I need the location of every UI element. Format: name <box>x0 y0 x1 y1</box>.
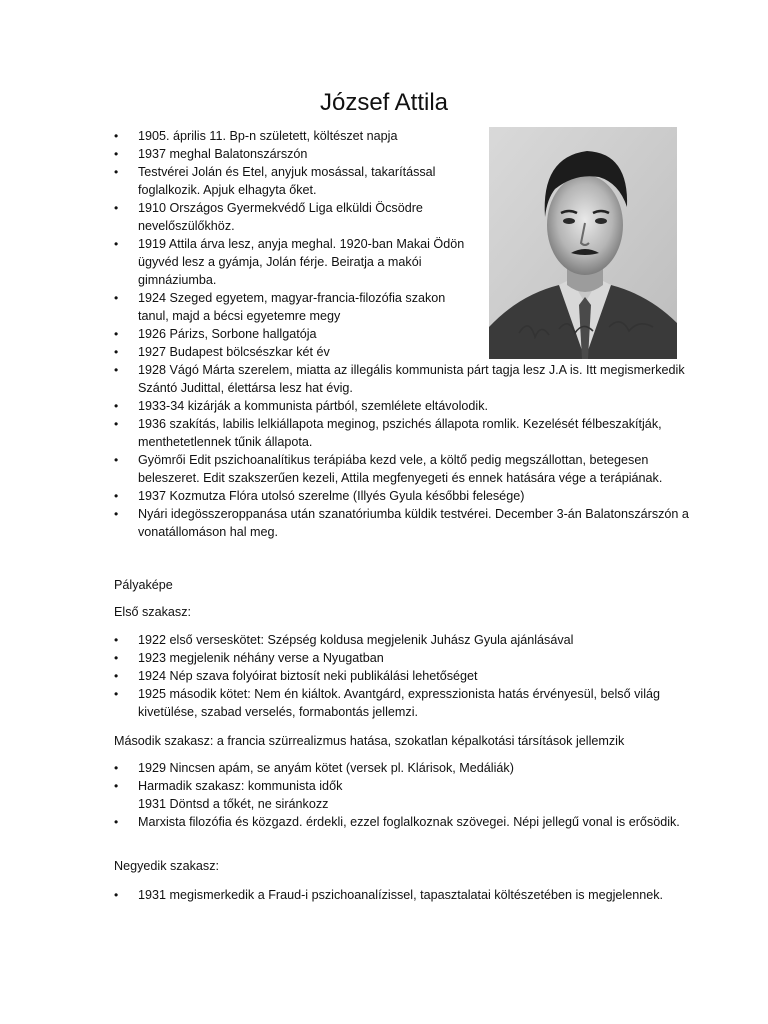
bullet-icon: • <box>114 761 119 775</box>
list-item-text: 1924 Nép szava folyóirat biztosít neki publikálási lehetőséget <box>138 669 478 683</box>
list-item <box>0 145 698 163</box>
bullet-icon: • <box>114 363 119 377</box>
stage1-list <box>0 631 698 721</box>
bullet-icon: • <box>114 237 119 251</box>
list-item-text: 1927 Budapest bölcsészkar két év <box>138 345 330 359</box>
list-item <box>0 667 698 685</box>
list-item <box>0 289 698 325</box>
list-item <box>0 343 698 361</box>
bullet-icon: • <box>114 507 119 521</box>
stage2-heading: Második szakasz: a francia szürrealizmus hatása, szokatlan képalkotási társítások jellemzik <box>114 734 625 748</box>
list-item <box>0 631 698 649</box>
list-item <box>0 415 698 451</box>
bullet-icon: • <box>114 779 119 793</box>
list-item-text: 1925 második kötet: Nem én kiáltok. Avantgárd, expresszionista hatás érvényesül, belső világ kivetülése, szabad verselés, formabontás jellemzi. <box>138 687 660 719</box>
stage2-list <box>0 759 698 831</box>
list-item-text: 1937 Kozmutza Flóra utolsó szerelme (Illyés Gyula későbbi felesége) <box>138 489 525 503</box>
bullet-icon: • <box>114 147 119 161</box>
list-item <box>0 199 698 235</box>
list-item-subtext: 1931 Döntsd a tőkét, ne siránkozz <box>138 797 329 811</box>
bullet-icon: • <box>114 489 119 503</box>
list-item-text: 1929 Nincsen apám, se anyám kötet (versek pl. Klárisok, Medáliák) <box>138 761 514 775</box>
list-item-text: 1926 Párizs, Sorbone hallgatója <box>138 327 317 341</box>
list-item-text: 1923 megjelenik néhány verse a Nyugatban <box>138 651 384 665</box>
list-item <box>0 451 698 487</box>
bullet-icon: • <box>114 888 119 902</box>
list-item-text: 1924 Szeged egyetem, magyar-francia-filozófia szakon tanul, majd a bécsi egyetemre megy <box>138 291 446 323</box>
list-item <box>0 397 698 415</box>
bullet-icon: • <box>114 651 119 665</box>
bullet-icon: • <box>114 399 119 413</box>
list-item-text: 1919 Attila árva lesz, anyja meghal. 1920-ban Makai Ödön ügyvéd lesz a gyámja, Jolán férje. Beiratja a makói gimnáziumba. <box>138 237 465 287</box>
list-item-text: 1937 meghal Balatonszárszón <box>138 147 308 161</box>
list-item <box>0 886 698 904</box>
bullet-icon: • <box>114 417 119 431</box>
biography-list <box>0 127 698 541</box>
bullet-icon: • <box>114 345 119 359</box>
bullet-icon: • <box>114 129 119 143</box>
bullet-icon: • <box>114 453 119 467</box>
list-item <box>0 649 698 667</box>
stage4-list <box>0 886 698 904</box>
list-item <box>0 325 698 343</box>
list-item <box>0 127 698 145</box>
bullet-icon: • <box>114 201 119 215</box>
list-item-text: Harmadik szakasz: kommunista idők <box>138 779 343 793</box>
list-item <box>0 235 698 289</box>
bullet-icon: • <box>114 687 119 701</box>
bullet-icon: • <box>114 327 119 341</box>
list-item <box>0 361 698 397</box>
list-item-text: 1910 Országos Gyermekvédő Liga elküldi Öcsödre nevelőszülőkhöz. <box>138 201 423 233</box>
bullet-icon: • <box>114 815 119 829</box>
bullet-icon: • <box>114 633 119 647</box>
stage4-heading: Negyedik szakasz: <box>114 859 219 873</box>
list-item-text: Gyömrői Edit pszichoanalítikus terápiába kezd vele, a költő pedig megszállottan, betegesen beleszeret. Edit szakszerűen kezeli, Attila megfenyegeti és ennek hatására vége a terápiának. <box>138 453 663 485</box>
career-heading: Pályaképe <box>114 578 173 592</box>
list-item <box>0 813 698 831</box>
list-item-text: 1933-34 kizárják a kommunista pártból, szemlélete eltávolodik. <box>138 399 488 413</box>
list-item <box>0 163 698 199</box>
list-item-text: Testvérei Jolán és Etel, anyjuk mosással, takarítással foglalkozik. Apjuk elhagyta őket. <box>138 165 436 197</box>
bullet-icon: • <box>114 669 119 683</box>
stage1-heading: Első szakasz: <box>114 605 191 619</box>
list-item-text: 1931 megismerkedik a Fraud-i pszichoanalízissel, tapasztalatai költészetében is megjelennek. <box>138 888 664 902</box>
list-item <box>0 685 698 721</box>
bullet-icon: • <box>114 291 119 305</box>
list-item-text: 1928 Vágó Márta szerelem, miatta az illegális kommunista párt tagja lesz J.A is. Itt megismerkedik Szántó Judittal, élettársa lesz hat évig. <box>138 363 685 395</box>
list-item-text: Marxista filozófia és közgazd. érdekli, ezzel foglalkoznak szövegei. Népi jellegű vonal is erősödik. <box>138 815 680 829</box>
list-item <box>0 759 698 777</box>
bullet-icon: • <box>114 165 119 179</box>
page-title: József Attila <box>319 89 449 116</box>
list-item-text: 1905. április 11. Bp-n született, költészet napja <box>138 129 398 143</box>
list-item <box>0 487 698 505</box>
list-item <box>0 505 698 541</box>
list-item-text: Nyári idegösszeroppanása után szanatóriumba küldik testvérei. December 3-án Balatonszárszón a vonatállomáson hal meg. <box>138 507 689 539</box>
list-item-text: 1922 első verseskötet: Szépség koldusa megjelenik Juhász Gyula ajánlásával <box>138 633 574 647</box>
list-item <box>0 777 698 813</box>
list-item-text: 1936 szakítás, labilis lelkiállapota meginog, pszichés állapota romlik. Kezelését félbeszakítják, menthetetlennek tűnik állapota. <box>138 417 662 449</box>
